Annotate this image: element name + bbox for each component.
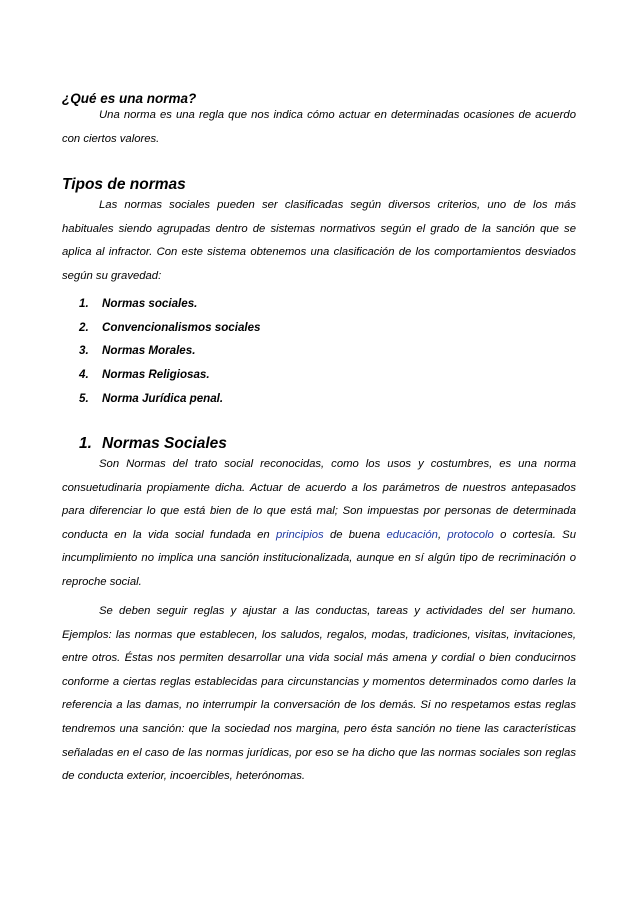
list-item-text: Normas sociales. — [102, 297, 198, 310]
tipos-text: Las normas sociales pueden ser clasificadas según diversos criterios, uno de los más habituales siendo agrupadas dentro de sistemas normativos según el grado de la sanción que se aplica al infractor. Con este sistema obtenemos una clasificación de los comportamientos desviados según su gravedad: — [62, 199, 576, 282]
list-item: 5. Norma Jurídica penal. — [79, 391, 224, 405]
section-title-tipos-de-normas: Tipos de normas — [62, 176, 186, 193]
list-item: 3. Normas Morales. — [79, 344, 196, 358]
norm-types-list — [79, 292, 261, 410]
section-heading-normas-sociales: 1. Normas Sociales — [79, 435, 227, 452]
list-item-text: Normas Religiosas. — [102, 368, 210, 382]
normas-sociales-paragraph-1: Son Normas del trato social reconocidas, como los usos y costumbres, es una norma consuetudinaria propiamente dicha. Actuar de acuerdo a los parámetros de nuestros antepasados para diferenciar lo que está bien de lo que está mal; Son impuestas por personas de determinada conducta en la vida social fundada en principios de buena educación, protocolo o cortesía. Su incumplimiento no implica una sanción institucionalizada, aunque en sí algún tipo de recriminación o reproche social. — [62, 458, 576, 588]
list-item-text: Normas Morales. — [102, 344, 196, 358]
definition-paragraph — [62, 104, 576, 151]
section-title-que-es-norma: ¿Qué es una norma? — [62, 91, 197, 106]
section-heading-text: Normas Sociales — [102, 435, 227, 452]
normas-sociales-paragraph-2 — [62, 600, 576, 789]
list-item: 4. Normas Religiosas. — [79, 368, 210, 382]
definition-text: Una norma es una regla que nos indica cómo actuar en determinadas ocasiones de acuerdo con ciertos valores. — [62, 109, 576, 145]
tipos-paragraph — [62, 194, 576, 288]
paragraph-2-text: Se deben seguir reglas y ajustar a las conductas, tareas y actividades del ser humano. Ejemplos: las normas que establecen, los saludos, regalos, modas, tradiciones, visitas, invitaciones, entre otros. Éstas nos permiten desarrollar una vida social más amena y cordial o bien conducirnos conforme a ciertas reglas establecidas para circunstancias y momentos determinados como darles la referencia a las damas, no interrumpir la conversación de los demás. Si no respetamos estas reglas tendremos una sanción: que la sociedad nos margina, pero ésta sanción no tiene las características señaladas en el caso de las normas jurídicas, por eso se ha dicho que las normas sociales son reglas de conducta exterior, incoercibles, heterónomas. — [62, 605, 576, 783]
list-item-text: Convencionalismos sociales — [102, 320, 261, 334]
list-item: 1. Normas sociales. — [79, 297, 198, 310]
link-protocolo[interactable]: protocolo — [447, 528, 494, 541]
list-item: 2. Convencionalismos sociales — [79, 320, 261, 334]
list-item-text: Norma Jurídica penal. — [102, 391, 224, 405]
link-educacion[interactable]: educación — [386, 528, 438, 541]
link-principios[interactable]: principios — [275, 528, 324, 541]
